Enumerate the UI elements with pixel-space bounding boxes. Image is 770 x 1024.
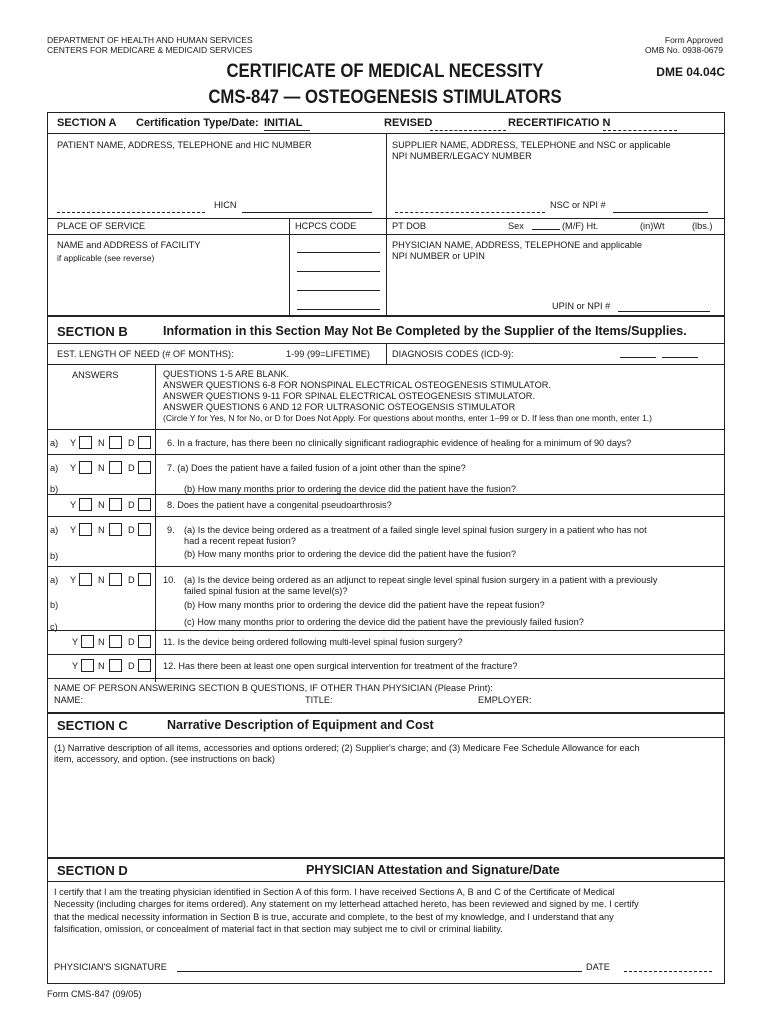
- q9-y: Y: [70, 525, 77, 535]
- q8-d-checkbox[interactable]: [138, 498, 151, 511]
- form-subtitle: CMS-847 — OSTEOGENESIS STIMULATORS: [208, 87, 562, 108]
- diagnosis-label: DIAGNOSIS CODES (ICD-9):: [392, 349, 514, 359]
- title-label: TITLE:: [305, 695, 333, 705]
- q9-b-label: b): [50, 551, 59, 561]
- lbs-label: (lbs.): [692, 221, 713, 231]
- upin-field[interactable]: [618, 311, 710, 312]
- question-7a: 7. (a) Does the patient have a failed fusion of a joint other than the spine?: [167, 463, 466, 473]
- q7-d-checkbox[interactable]: [138, 461, 151, 474]
- q9-number: 9.: [167, 525, 175, 535]
- question-10b: (b) How many months prior to ordering the device did the patient have the repeat fusion?: [184, 600, 545, 610]
- section-c-heading: Narrative Description of Equipment and Cost: [167, 718, 434, 732]
- q9-a-label: a): [50, 525, 59, 535]
- q8-y: Y: [70, 500, 77, 510]
- q9-d: D: [128, 525, 135, 535]
- answers-header: ANSWERS: [72, 370, 119, 380]
- question-12: 12. Has there been at least one open surgical intervention for treatment of the fracture?: [163, 661, 518, 671]
- upin-label: UPIN or NPI #: [552, 301, 611, 311]
- q7-y-checkbox[interactable]: [79, 461, 92, 474]
- form-title: CERTIFICATE OF MEDICAL NECESSITY: [226, 61, 544, 82]
- q11-d-checkbox[interactable]: [138, 635, 151, 648]
- q9-y-checkbox[interactable]: [79, 523, 92, 536]
- instruction-4: ANSWER QUESTIONS 6 AND 12 FOR ULTRASONIC OSTEOGENSIS STIMULATOR: [163, 402, 516, 412]
- q11-y-checkbox[interactable]: [81, 635, 94, 648]
- facility-sublabel: if applicable (see reverse): [57, 253, 155, 263]
- q10-y: Y: [70, 575, 77, 585]
- q9-n-checkbox[interactable]: [109, 523, 122, 536]
- q6-n-checkbox[interactable]: [109, 436, 122, 449]
- q7-n-checkbox[interactable]: [109, 461, 122, 474]
- question-9a: (a) Is the device being ordered as a treatment of a failed single level spinal fusion surgery in a patient who has not had a recent repeat fusion?: [184, 525, 647, 546]
- instruction-1: QUESTIONS 1-5 ARE BLANK.: [163, 369, 290, 379]
- q7-b-label: b): [50, 484, 59, 494]
- q12-d: D: [128, 661, 135, 671]
- supplier-phone-field[interactable]: [395, 198, 545, 213]
- dept-name: DEPARTMENT OF HEALTH AND HUMAN SERVICES: [47, 35, 253, 45]
- section-d-label: SECTION D: [57, 863, 128, 878]
- revised-label[interactable]: REVISED: [384, 117, 433, 129]
- instruction-2: ANSWER QUESTIONS 6-8 FOR NONSPINAL ELECTRICAL OSTEOGENESIS STIMULATOR.: [163, 380, 551, 390]
- q7-d: D: [128, 463, 135, 473]
- q7-y: Y: [70, 463, 77, 473]
- q7-a-label: a): [50, 463, 59, 473]
- nsc-field[interactable]: [613, 198, 708, 213]
- q10-n: N: [98, 575, 105, 585]
- q10-a-label: a): [50, 575, 59, 585]
- section-b-label: SECTION B: [57, 324, 128, 339]
- hcpcs-label: HCPCS CODE: [295, 221, 357, 231]
- centers-name: CENTERS FOR MEDICARE & MEDICAID SERVICES: [47, 45, 253, 55]
- q11-y: Y: [72, 637, 79, 647]
- question-8: 8. Does the patient have a congenital pseudoarthrosis?: [167, 500, 392, 510]
- place-of-service-label: PLACE OF SERVICE: [57, 221, 146, 231]
- q6-d: D: [128, 438, 135, 448]
- hic-number-field[interactable]: [57, 198, 205, 213]
- q10-n-checkbox[interactable]: [109, 573, 122, 586]
- q12-y-checkbox[interactable]: [81, 659, 94, 672]
- q6-y-checkbox[interactable]: [79, 436, 92, 449]
- section-b-heading: Information in this Section May Not Be Completed by the Supplier of the Items/Supplies.: [163, 324, 687, 338]
- dme-code: DME 04.04C: [656, 65, 725, 79]
- question-6: 6. In a fracture, has there been no clinically significant radiographic evidence of healing for a minimum of 90 days?: [167, 438, 632, 448]
- question-10a: (a) Is the device being ordered as an adjunct to repeat single level spinal fusion surgery in a patient with a previously failed spinal fusion at the same level(s)?: [184, 575, 658, 596]
- height-label: (M/F) Ht.: [562, 221, 599, 231]
- section-c-label: SECTION C: [57, 718, 128, 733]
- hcpcs-field-4[interactable]: [297, 309, 380, 310]
- q10-number: 10.: [163, 575, 176, 585]
- section-d-heading: PHYSICIAN Attestation and Signature/Date: [306, 863, 560, 877]
- facility-label: NAME and ADDRESS of FACILITY: [57, 240, 201, 250]
- section-c-instructions: (1) Narrative description of all items, accessories and options ordered; (2) Supplier's charge; and (3) Medicare Fee Schedule Allowance for each item, accessory, and option. (see instructions on back): [54, 743, 640, 764]
- q10-c-label: c): [50, 622, 58, 632]
- recert-label[interactable]: RECERTIFICATIO N: [508, 117, 611, 129]
- q7-n: N: [98, 463, 105, 473]
- form-number: Form CMS-847 (09/05): [47, 989, 142, 999]
- supplier-label: SUPPLIER NAME, ADDRESS, TELEPHONE and NSC or applicable NPI NUMBER/LEGACY NUMBER: [392, 140, 671, 161]
- form-approved: Form Approved: [664, 35, 723, 45]
- q9-n: N: [98, 525, 105, 535]
- attestation-text: I certify that I am the treating physician identified in Section A of this form. I have received Sections A, B and C of the Certificate of Medical Necessity (including charges for items ordered). Any statement on my letterhead attached hereto, has been reviewed and signed by me. I certify that the medical necessity information in Section B is true, accurate and complete, to the best of my knowledge, and I understand that any falsification, omission, or concealment of material fact in that section may subject me to civil or criminal liability.: [54, 887, 639, 935]
- date-label: DATE: [586, 962, 610, 972]
- q10-d: D: [128, 575, 135, 585]
- omb-number: OMB No. 0938-0679: [645, 45, 723, 55]
- cert-type-label: Certification Type/Date:: [136, 117, 259, 129]
- nsc-label: NSC or NPI #: [550, 200, 606, 210]
- q12-d-checkbox[interactable]: [138, 659, 151, 672]
- narrative-area[interactable]: [49, 770, 722, 854]
- diagnosis-field-1[interactable]: [620, 357, 656, 358]
- est-length-label: EST. LENGTH OF NEED (# OF MONTHS):: [57, 349, 234, 359]
- physician-label: PHYSICIAN NAME, ADDRESS, TELEPHONE and applicable NPI NUMBER or UPIN: [392, 240, 643, 261]
- q8-n: N: [98, 500, 105, 510]
- q10-d-checkbox[interactable]: [138, 573, 151, 586]
- name-label: NAME:: [54, 695, 84, 705]
- section-a-label: SECTION A: [57, 117, 117, 129]
- q9-d-checkbox[interactable]: [138, 523, 151, 536]
- question-10c: (c) How many months prior to ordering the device did the patient have the previously failed fusion?: [184, 617, 584, 627]
- q8-n-checkbox[interactable]: [109, 498, 122, 511]
- question-11: 11. Is the device being ordered following multi-level spinal fusion surgery?: [163, 637, 463, 647]
- q12-y: Y: [72, 661, 79, 671]
- q12-n: N: [98, 661, 105, 671]
- q12-n-checkbox[interactable]: [109, 659, 122, 672]
- diagnosis-field-2[interactable]: [662, 357, 698, 358]
- est-length-range: 1-99 (99=LIFETIME): [286, 349, 370, 359]
- pt-dob-label: PT DOB: [392, 221, 427, 231]
- answering-person-label: NAME OF PERSON ANSWERING SECTION B QUESTIONS, IF OTHER THAN PHYSICIAN (Please Print):: [54, 683, 493, 693]
- q8-y-checkbox[interactable]: [79, 498, 92, 511]
- sex-label: Sex: [508, 221, 524, 231]
- hcpcs-field-3[interactable]: [297, 290, 380, 291]
- q6-y: Y: [70, 438, 77, 448]
- date-field[interactable]: [624, 971, 712, 972]
- q11-d: D: [128, 637, 135, 647]
- instruction-3: ANSWER QUESTIONS 9-11 FOR SPINAL ELECTRICAL OSTEOGENESIS STIMULATOR.: [163, 391, 535, 401]
- hicn-field[interactable]: [242, 198, 372, 213]
- hcpcs-field-1[interactable]: [297, 252, 380, 253]
- signature-label: PHYSICIAN'S SIGNATURE: [54, 962, 167, 972]
- q11-n: N: [98, 637, 105, 647]
- signature-field[interactable]: [177, 971, 582, 972]
- sex-field[interactable]: [532, 229, 560, 230]
- q10-b-label: b): [50, 600, 59, 610]
- hcpcs-field-2[interactable]: [297, 271, 380, 272]
- q6-d-checkbox[interactable]: [138, 436, 151, 449]
- initial-label[interactable]: INITIAL: [264, 117, 303, 129]
- q6-n: N: [98, 438, 105, 448]
- question-7b: (b) How many months prior to ordering the device did the patient have the fusion?: [184, 484, 516, 494]
- question-9b: (b) How many months prior to ordering the device did the patient have the fusion?: [184, 549, 516, 559]
- employer-label: EMPLOYER:: [478, 695, 532, 705]
- q8-d: D: [128, 500, 135, 510]
- hicn-label: HICN: [214, 200, 237, 210]
- weight-label: (in)Wt: [640, 221, 665, 231]
- q6-a-label: a): [50, 438, 59, 448]
- patient-label: PATIENT NAME, ADDRESS, TELEPHONE and HIC NUMBER: [57, 140, 312, 150]
- instruction-5: (Circle Y for Yes, N for No, or D for Does Not Apply. For questions about months, enter 1–99 or D. If less than one month, enter 1.): [163, 413, 652, 423]
- q10-y-checkbox[interactable]: [79, 573, 92, 586]
- q11-n-checkbox[interactable]: [109, 635, 122, 648]
